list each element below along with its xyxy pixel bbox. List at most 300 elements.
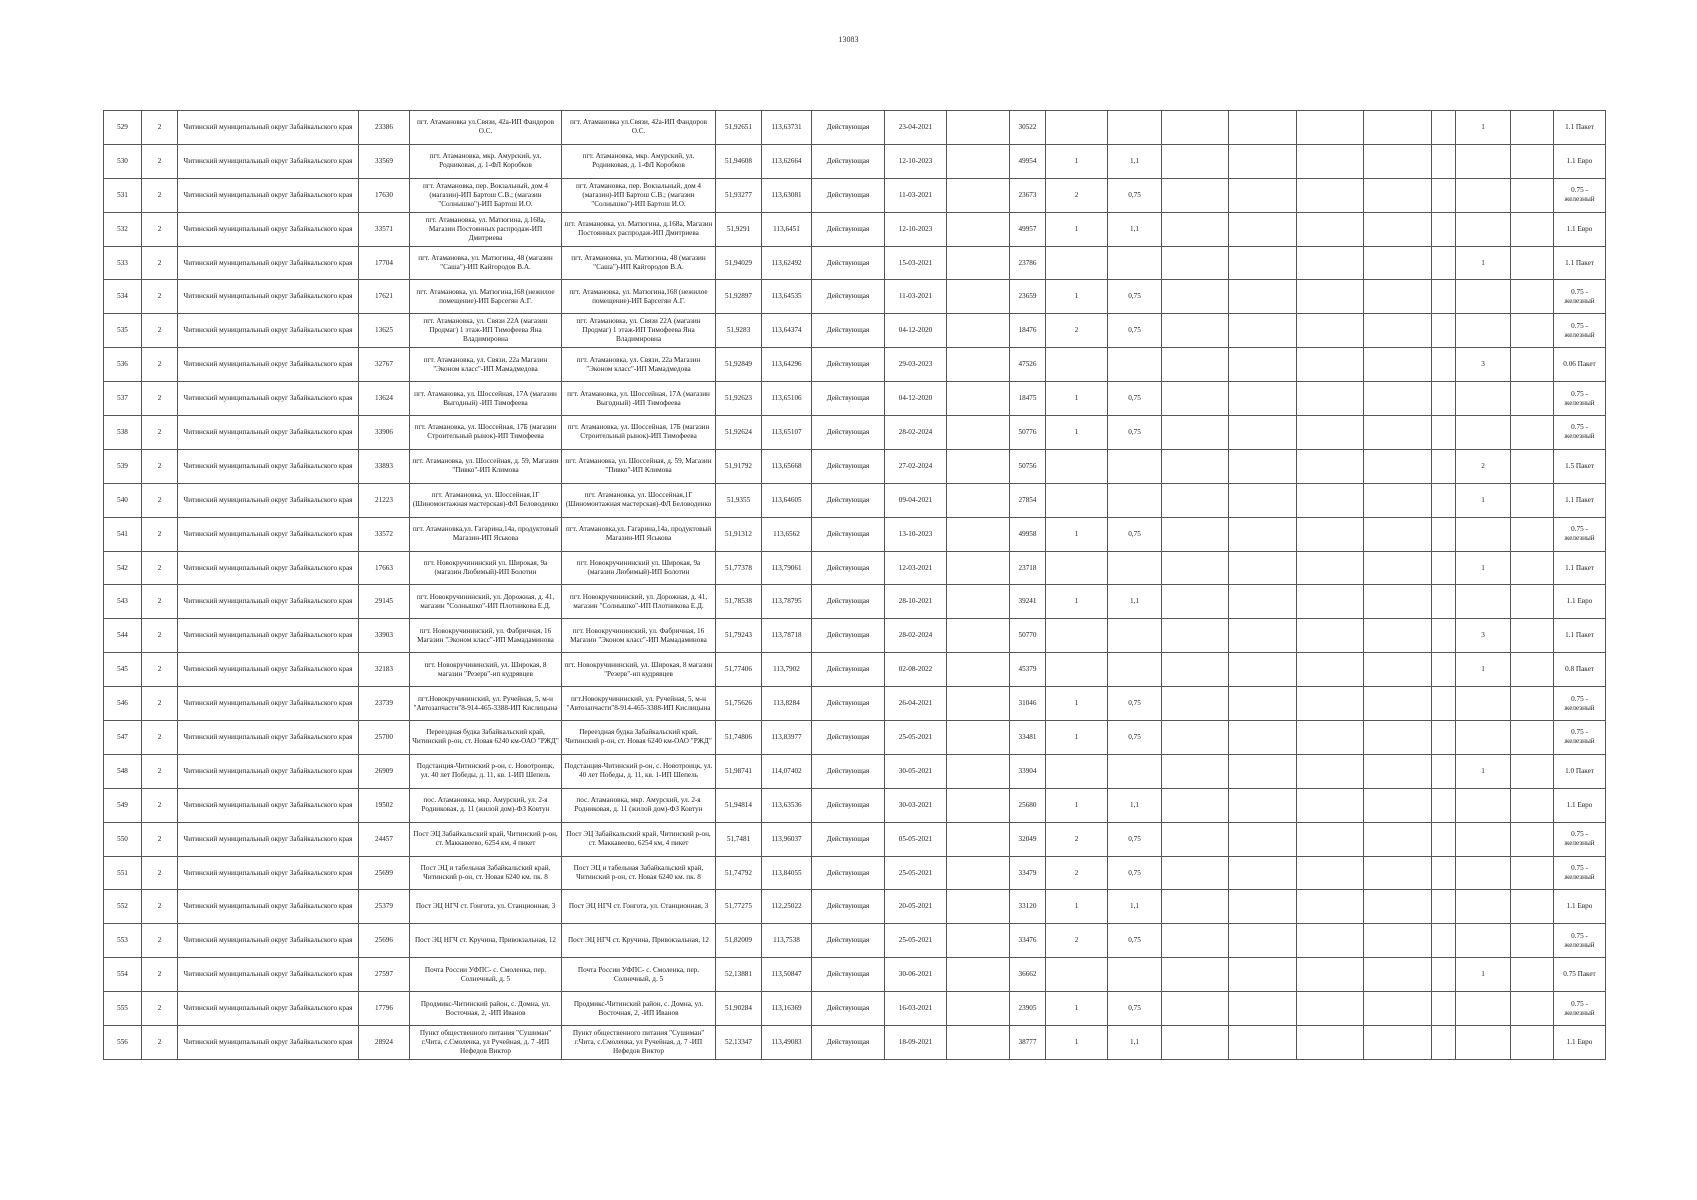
cell-category: 2 [142, 449, 178, 483]
cell-container-count [1046, 449, 1108, 483]
cell-category: 2 [142, 721, 178, 755]
cell-status: Действующая [812, 721, 885, 755]
cell-blank-7 [1511, 653, 1554, 687]
cell-container-count: 1 [1046, 212, 1108, 246]
cell-date: 05-05-2021 [885, 822, 947, 856]
cell-municipality: Читинский муниципальный округ Забайкальского края [178, 992, 359, 1026]
cell-row-number: 541 [104, 517, 142, 551]
cell-bag-count [1456, 992, 1511, 1026]
cell-address-repeat: пгт. Атамановка,ул. Гагарина,14а, продуктовый Магазин-ИП Яськова [562, 517, 716, 551]
cell-blank-7 [1511, 754, 1554, 788]
cell-blank-7 [1511, 517, 1554, 551]
cell-blank-4 [1297, 619, 1364, 653]
cell-blank-4 [1297, 314, 1364, 348]
cell-blank-3 [1229, 619, 1297, 653]
cell-municipality: Читинский муниципальный округ Забайкальского края [178, 382, 359, 416]
cell-blank-1 [947, 924, 1010, 958]
cell-bag-count [1456, 382, 1511, 416]
cell-blank-2 [1162, 585, 1229, 619]
cell-register-id: 23905 [1010, 992, 1046, 1026]
cell-status: Действующая [812, 653, 885, 687]
cell-longitude: 113,6451 [762, 212, 812, 246]
cell-register-id: 18475 [1010, 382, 1046, 416]
cell-container-volume [1108, 754, 1162, 788]
cell-row-number: 544 [104, 619, 142, 653]
cell-longitude: 113,64374 [762, 314, 812, 348]
cell-longitude: 113,96037 [762, 822, 812, 856]
cell-blank-5 [1364, 890, 1432, 924]
cell-municipality: Читинский муниципальный округ Забайкальского края [178, 619, 359, 653]
cell-latitude: 51,9355 [716, 483, 762, 517]
table-row [104, 754, 1606, 788]
cell-date: 28-02-2024 [885, 619, 947, 653]
cell-address-repeat: пгт. Атамановка, ул. Матюгина, д.168а, Магазин Постоянных распродаж-ИП Дмитриева [562, 212, 716, 246]
cell-blank-6 [1432, 856, 1456, 890]
cell-blank-5 [1364, 517, 1432, 551]
cell-municipality: Читинский муниципальный округ Забайкальского края [178, 178, 359, 212]
cell-site-id: 17630 [359, 178, 410, 212]
cell-blank-6 [1432, 551, 1456, 585]
cell-blank-5 [1364, 246, 1432, 280]
cell-latitude: 51,98741 [716, 754, 762, 788]
cell-status: Действующая [812, 144, 885, 178]
cell-blank-7 [1511, 687, 1554, 721]
cell-bag-count [1456, 144, 1511, 178]
cell-site-id: 25379 [359, 890, 410, 924]
cell-blank-4 [1297, 788, 1364, 822]
cell-container-count: 1 [1046, 687, 1108, 721]
cell-container-volume: 1,1 [1108, 144, 1162, 178]
cell-blank-4 [1297, 212, 1364, 246]
cell-container-type: 0.75 - железный [1554, 992, 1606, 1026]
cell-register-id: 33481 [1010, 721, 1046, 755]
cell-blank-4 [1297, 924, 1364, 958]
cell-blank-5 [1364, 483, 1432, 517]
cell-container-count [1046, 754, 1108, 788]
table-row [104, 416, 1606, 450]
cell-category: 2 [142, 382, 178, 416]
table-row [104, 111, 1606, 145]
cell-blank-3 [1229, 754, 1297, 788]
cell-blank-7 [1511, 890, 1554, 924]
cell-status: Действующая [812, 348, 885, 382]
cell-blank-6 [1432, 144, 1456, 178]
cell-address-repeat: Подстанция-Читинский р-он, с. Новотроицк, ул. 40 лет Победы, д. 11, кв. 1-ИП Шепель [562, 754, 716, 788]
cell-blank-4 [1297, 585, 1364, 619]
cell-container-type: 1.1 Пакет [1554, 111, 1606, 145]
cell-blank-6 [1432, 178, 1456, 212]
cell-blank-6 [1432, 992, 1456, 1026]
cell-latitude: 51,7481 [716, 822, 762, 856]
cell-blank-7 [1511, 382, 1554, 416]
table-row [104, 314, 1606, 348]
cell-container-volume: 0,75 [1108, 924, 1162, 958]
cell-blank-2 [1162, 788, 1229, 822]
cell-category: 2 [142, 212, 178, 246]
cell-container-volume: 0,75 [1108, 178, 1162, 212]
cell-container-volume [1108, 483, 1162, 517]
cell-site-id: 26909 [359, 754, 410, 788]
cell-longitude: 113,63081 [762, 178, 812, 212]
cell-latitude: 51,79243 [716, 619, 762, 653]
cell-container-count: 1 [1046, 890, 1108, 924]
cell-site-id: 25696 [359, 924, 410, 958]
cell-blank-2 [1162, 890, 1229, 924]
cell-blank-7 [1511, 822, 1554, 856]
cell-container-volume: 0,75 [1108, 314, 1162, 348]
cell-latitude: 51,91312 [716, 517, 762, 551]
cell-container-count [1046, 483, 1108, 517]
cell-blank-4 [1297, 721, 1364, 755]
cell-blank-4 [1297, 653, 1364, 687]
cell-site-id: 28924 [359, 1026, 410, 1060]
cell-longitude: 113,50847 [762, 958, 812, 992]
cell-date: 25-05-2021 [885, 856, 947, 890]
cell-status: Действующая [812, 280, 885, 314]
cell-address: пгт. Атамановка, ул. Матюгина,168 (нежилое помещение)-ИП Барсегян А.Г. [410, 280, 562, 314]
cell-site-id: 23739 [359, 687, 410, 721]
cell-municipality: Читинский муниципальный округ Забайкальского края [178, 212, 359, 246]
cell-blank-7 [1511, 958, 1554, 992]
cell-category: 2 [142, 348, 178, 382]
cell-bag-count: 1 [1456, 754, 1511, 788]
cell-container-volume [1108, 111, 1162, 145]
cell-container-type: 0.75 - железный [1554, 314, 1606, 348]
cell-blank-2 [1162, 348, 1229, 382]
cell-blank-1 [947, 144, 1010, 178]
cell-blank-4 [1297, 992, 1364, 1026]
cell-blank-6 [1432, 687, 1456, 721]
cell-category: 2 [142, 822, 178, 856]
cell-container-type: 0.75 - железный [1554, 924, 1606, 958]
cell-address: Подстанция-Читинский р-он, с. Новотроицк, ул. 40 лет Победы, д. 11, кв. 1-ИП Шепель [410, 754, 562, 788]
cell-site-id: 33893 [359, 449, 410, 483]
cell-status: Действующая [812, 111, 885, 145]
cell-container-volume [1108, 449, 1162, 483]
cell-bag-count: 3 [1456, 619, 1511, 653]
cell-blank-3 [1229, 1026, 1297, 1060]
cell-blank-7 [1511, 246, 1554, 280]
cell-address: Пост ЭЦ НГЧ ст. Гонгота, ул. Станционная, 3 [410, 890, 562, 924]
cell-address-repeat: Пост ЭЦ Забайкальский край, Читинский р-он, ст. Маккавеево, 6254 км, 4 пикет [562, 822, 716, 856]
cell-row-number: 534 [104, 280, 142, 314]
cell-bag-count [1456, 890, 1511, 924]
cell-date: 30-03-2021 [885, 788, 947, 822]
cell-blank-2 [1162, 314, 1229, 348]
cell-bag-count [1456, 314, 1511, 348]
cell-longitude: 113,65107 [762, 416, 812, 450]
cell-container-count [1046, 619, 1108, 653]
cell-container-type: 1.1 Пакет [1554, 246, 1606, 280]
cell-container-type: 1.1 Пакет [1554, 619, 1606, 653]
cell-blank-2 [1162, 924, 1229, 958]
cell-address-repeat: пгт. Атамановка, ул. Шоссейная, 17А (магазин Выгодный) -ИП Тимофеева [562, 382, 716, 416]
cell-blank-6 [1432, 822, 1456, 856]
table-row [104, 246, 1606, 280]
cell-status: Действующая [812, 178, 885, 212]
cell-blank-7 [1511, 348, 1554, 382]
cell-container-volume [1108, 619, 1162, 653]
cell-container-type: 1.1 Пакет [1554, 483, 1606, 517]
cell-blank-5 [1364, 1026, 1432, 1060]
cell-container-count: 2 [1046, 314, 1108, 348]
cell-blank-2 [1162, 382, 1229, 416]
cell-blank-5 [1364, 958, 1432, 992]
cell-bag-count [1456, 822, 1511, 856]
cell-blank-3 [1229, 687, 1297, 721]
cell-bag-count [1456, 856, 1511, 890]
cell-address: пгт. Атамановка, ул. Связи, 22а Магазин "Эконом класс"-ИП Мамадмедова [410, 348, 562, 382]
cell-blank-1 [947, 551, 1010, 585]
table-row [104, 653, 1606, 687]
cell-address: пос. Атамановка, мкр. Амурский, ул. 2-я Родниковая, д. 11 (жилой дом)-ФЗ Ковтун [410, 788, 562, 822]
cell-blank-2 [1162, 212, 1229, 246]
table-row [104, 822, 1606, 856]
cell-blank-6 [1432, 483, 1456, 517]
cell-blank-6 [1432, 280, 1456, 314]
cell-municipality: Читинский муниципальный округ Забайкальского края [178, 551, 359, 585]
table-row [104, 382, 1606, 416]
cell-latitude: 51,94814 [716, 788, 762, 822]
cell-blank-2 [1162, 517, 1229, 551]
cell-site-id: 17704 [359, 246, 410, 280]
cell-row-number: 531 [104, 178, 142, 212]
cell-latitude: 51,93277 [716, 178, 762, 212]
cell-blank-3 [1229, 144, 1297, 178]
cell-container-count: 1 [1046, 585, 1108, 619]
cell-row-number: 540 [104, 483, 142, 517]
cell-blank-2 [1162, 754, 1229, 788]
cell-row-number: 553 [104, 924, 142, 958]
cell-blank-2 [1162, 958, 1229, 992]
cell-category: 2 [142, 958, 178, 992]
cell-container-volume: 0,75 [1108, 382, 1162, 416]
cell-blank-7 [1511, 721, 1554, 755]
cell-blank-4 [1297, 958, 1364, 992]
cell-container-type: 1.1 Евро [1554, 788, 1606, 822]
cell-register-id: 33476 [1010, 924, 1046, 958]
cell-site-id: 13625 [359, 314, 410, 348]
cell-blank-4 [1297, 483, 1364, 517]
cell-blank-1 [947, 178, 1010, 212]
cell-blank-2 [1162, 483, 1229, 517]
cell-blank-4 [1297, 382, 1364, 416]
cell-blank-5 [1364, 924, 1432, 958]
cell-longitude: 113,7538 [762, 924, 812, 958]
cell-address-repeat: пгт. Атамановка, ул. Шоссейная, 17Б (магазин Строительный рынок)-ИП Тимофеева [562, 416, 716, 450]
cell-blank-4 [1297, 856, 1364, 890]
cell-longitude: 113,8284 [762, 687, 812, 721]
cell-bag-count [1456, 721, 1511, 755]
table-row [104, 721, 1606, 755]
cell-container-count: 1 [1046, 144, 1108, 178]
cell-blank-5 [1364, 653, 1432, 687]
cell-address-repeat: пгт. Атамановка, ул. Шоссейная,1Г (Шиномонтажная мастерская)-ФЛ Беловоденко [562, 483, 716, 517]
cell-address: пгт. Атамановка, ул. Шоссейная, 17Б (магазин Строительный рынок)-ИП Тимофеева [410, 416, 562, 450]
cell-bag-count [1456, 212, 1511, 246]
cell-site-id: 33569 [359, 144, 410, 178]
cell-blank-3 [1229, 788, 1297, 822]
cell-blank-7 [1511, 585, 1554, 619]
cell-date: 28-02-2024 [885, 416, 947, 450]
cell-blank-6 [1432, 416, 1456, 450]
cell-longitude: 113,79061 [762, 551, 812, 585]
cell-blank-4 [1297, 144, 1364, 178]
cell-register-id: 49958 [1010, 517, 1046, 551]
cell-longitude: 113,63536 [762, 788, 812, 822]
cell-blank-2 [1162, 416, 1229, 450]
cell-address-repeat: пгт. Атамановка, ул. Шоссейная, д. 59, Магазин "Пивко"-ИП Климова [562, 449, 716, 483]
cell-status: Действующая [812, 856, 885, 890]
cell-municipality: Читинский муниципальный округ Забайкальского края [178, 111, 359, 145]
cell-container-count: 1 [1046, 517, 1108, 551]
cell-status: Действующая [812, 314, 885, 348]
cell-status: Действующая [812, 449, 885, 483]
cell-blank-3 [1229, 958, 1297, 992]
cell-blank-2 [1162, 619, 1229, 653]
cell-status: Действующая [812, 788, 885, 822]
cell-municipality: Читинский муниципальный округ Забайкальского края [178, 687, 359, 721]
cell-container-count: 1 [1046, 382, 1108, 416]
cell-blank-2 [1162, 246, 1229, 280]
cell-blank-7 [1511, 619, 1554, 653]
cell-blank-5 [1364, 856, 1432, 890]
cell-bag-count: 1 [1456, 246, 1511, 280]
cell-blank-7 [1511, 924, 1554, 958]
cell-register-id: 23786 [1010, 246, 1046, 280]
cell-blank-2 [1162, 178, 1229, 212]
cell-address-repeat: пгт. Атамановка, ул. Матюгина,168 (нежилое помещение)-ИП Барсегян А.Г. [562, 280, 716, 314]
cell-blank-7 [1511, 280, 1554, 314]
cell-blank-3 [1229, 924, 1297, 958]
cell-status: Действующая [812, 754, 885, 788]
cell-latitude: 51,78538 [716, 585, 762, 619]
cell-blank-2 [1162, 653, 1229, 687]
table-row [104, 551, 1606, 585]
cell-blank-6 [1432, 924, 1456, 958]
cell-register-id: 49957 [1010, 212, 1046, 246]
cell-address-repeat: пгт. Атамановка, мкр. Амурский, ул. Родниковая, д. 1-ФЛ Коробков [562, 144, 716, 178]
cell-address: пгт. Атамановка,ул. Гагарина,14а, продуктовый Магазин-ИП Яськова [410, 517, 562, 551]
cell-container-type: 0.75 - железный [1554, 517, 1606, 551]
cell-container-count [1046, 246, 1108, 280]
cell-blank-5 [1364, 687, 1432, 721]
cell-blank-2 [1162, 1026, 1229, 1060]
cell-blank-5 [1364, 348, 1432, 382]
cell-blank-1 [947, 687, 1010, 721]
cell-longitude: 114,07402 [762, 754, 812, 788]
cell-bag-count [1456, 687, 1511, 721]
cell-blank-3 [1229, 653, 1297, 687]
cell-address-repeat: Переездная будка Забайкальский край, Читинский р-он, ст. Новая 6240 км-ОАО "РЖД" [562, 721, 716, 755]
cell-municipality: Читинский муниципальный округ Забайкальского края [178, 416, 359, 450]
cell-blank-5 [1364, 754, 1432, 788]
cell-blank-3 [1229, 449, 1297, 483]
cell-address: Пункт общественного питания "Сушиман" г.Чита, с.Смоленка, ул Ручейная, д. 7 -ИП Нефедов Виктор [410, 1026, 562, 1060]
cell-bag-count: 1 [1456, 653, 1511, 687]
cell-blank-6 [1432, 653, 1456, 687]
table-row [104, 178, 1606, 212]
cell-row-number: 551 [104, 856, 142, 890]
cell-longitude: 113,7902 [762, 653, 812, 687]
cell-register-id: 45379 [1010, 653, 1046, 687]
cell-blank-3 [1229, 348, 1297, 382]
cell-bag-count [1456, 280, 1511, 314]
cell-container-type: 1.5 Пакет [1554, 449, 1606, 483]
cell-container-type: 0.75 - железный [1554, 687, 1606, 721]
cell-latitude: 51,82009 [716, 924, 762, 958]
cell-latitude: 52,13347 [716, 1026, 762, 1060]
cell-row-number: 548 [104, 754, 142, 788]
cell-blank-4 [1297, 246, 1364, 280]
cell-date: 12-03-2021 [885, 551, 947, 585]
cell-category: 2 [142, 483, 178, 517]
cell-blank-4 [1297, 416, 1364, 450]
cell-address: пгт. Атамановка, ул. Шоссейная, 17А (магазин Выгодный) -ИП Тимофеева [410, 382, 562, 416]
cell-date: 11-03-2021 [885, 178, 947, 212]
cell-blank-5 [1364, 619, 1432, 653]
cell-category: 2 [142, 144, 178, 178]
cell-blank-1 [947, 483, 1010, 517]
cell-address: пгт.Новокручининский, ул. Ручейная, 5, м-н "Автозапчасти"8-914-465-3388-ИП Кислицына [410, 687, 562, 721]
cell-blank-5 [1364, 280, 1432, 314]
table-row [104, 280, 1606, 314]
cell-latitude: 51,77275 [716, 890, 762, 924]
cell-site-id: 27597 [359, 958, 410, 992]
cell-site-id: 32767 [359, 348, 410, 382]
cell-container-volume: 0,75 [1108, 517, 1162, 551]
cell-blank-1 [947, 280, 1010, 314]
cell-blank-2 [1162, 551, 1229, 585]
cell-blank-1 [947, 449, 1010, 483]
cell-blank-3 [1229, 314, 1297, 348]
cell-address-repeat: пгт. Новокручининский, ул. Широкая, 8 магазин "Резерв"-ип кудрявцев [562, 653, 716, 687]
cell-blank-7 [1511, 992, 1554, 1026]
cell-blank-1 [947, 822, 1010, 856]
cell-municipality: Читинский муниципальный округ Забайкальского края [178, 517, 359, 551]
cell-blank-1 [947, 958, 1010, 992]
cell-container-type: 0.75 - железный [1554, 280, 1606, 314]
cell-address-repeat: пгт.Новокручининский, ул. Ручейная, 5, м-н "Автозапчасти"8-914-465-3388-ИП Кислицына [562, 687, 716, 721]
cell-longitude: 113,78795 [762, 585, 812, 619]
cell-blank-6 [1432, 382, 1456, 416]
cell-blank-3 [1229, 721, 1297, 755]
cell-blank-1 [947, 382, 1010, 416]
cell-blank-3 [1229, 856, 1297, 890]
cell-address: пгт. Атамановка, пер. Вокзальный, дом 4 (магазин)-ИП Бартош С.В.; (магазин "Солнышко")-ИП Бартош И.О. [410, 178, 562, 212]
table-row [104, 144, 1606, 178]
cell-address-repeat: пгт. Атамановка, пер. Вокзальный, дом 4 (магазин)-ИП Бартош С.В.; (магазин "Солнышко")-ИП Бартош И.О. [562, 178, 716, 212]
cell-address-repeat: пгт. Новокручининский, ул. Дорожная, д. 41, магазин "Солнышко"-ИП Плотникова Е.Д. [562, 585, 716, 619]
cell-row-number: 538 [104, 416, 142, 450]
cell-blank-1 [947, 111, 1010, 145]
cell-container-volume: 0,75 [1108, 687, 1162, 721]
cell-container-count: 1 [1046, 992, 1108, 1026]
cell-bag-count: 1 [1456, 111, 1511, 145]
cell-category: 2 [142, 653, 178, 687]
cell-site-id: 24457 [359, 822, 410, 856]
cell-category: 2 [142, 314, 178, 348]
cell-container-type: 0.75 - железный [1554, 721, 1606, 755]
cell-bag-count: 1 [1456, 958, 1511, 992]
table-row [104, 856, 1606, 890]
cell-container-count [1046, 958, 1108, 992]
cell-blank-1 [947, 246, 1010, 280]
cell-blank-1 [947, 416, 1010, 450]
cell-register-id: 27854 [1010, 483, 1046, 517]
cell-date: 04-12-2020 [885, 314, 947, 348]
cell-container-count [1046, 653, 1108, 687]
